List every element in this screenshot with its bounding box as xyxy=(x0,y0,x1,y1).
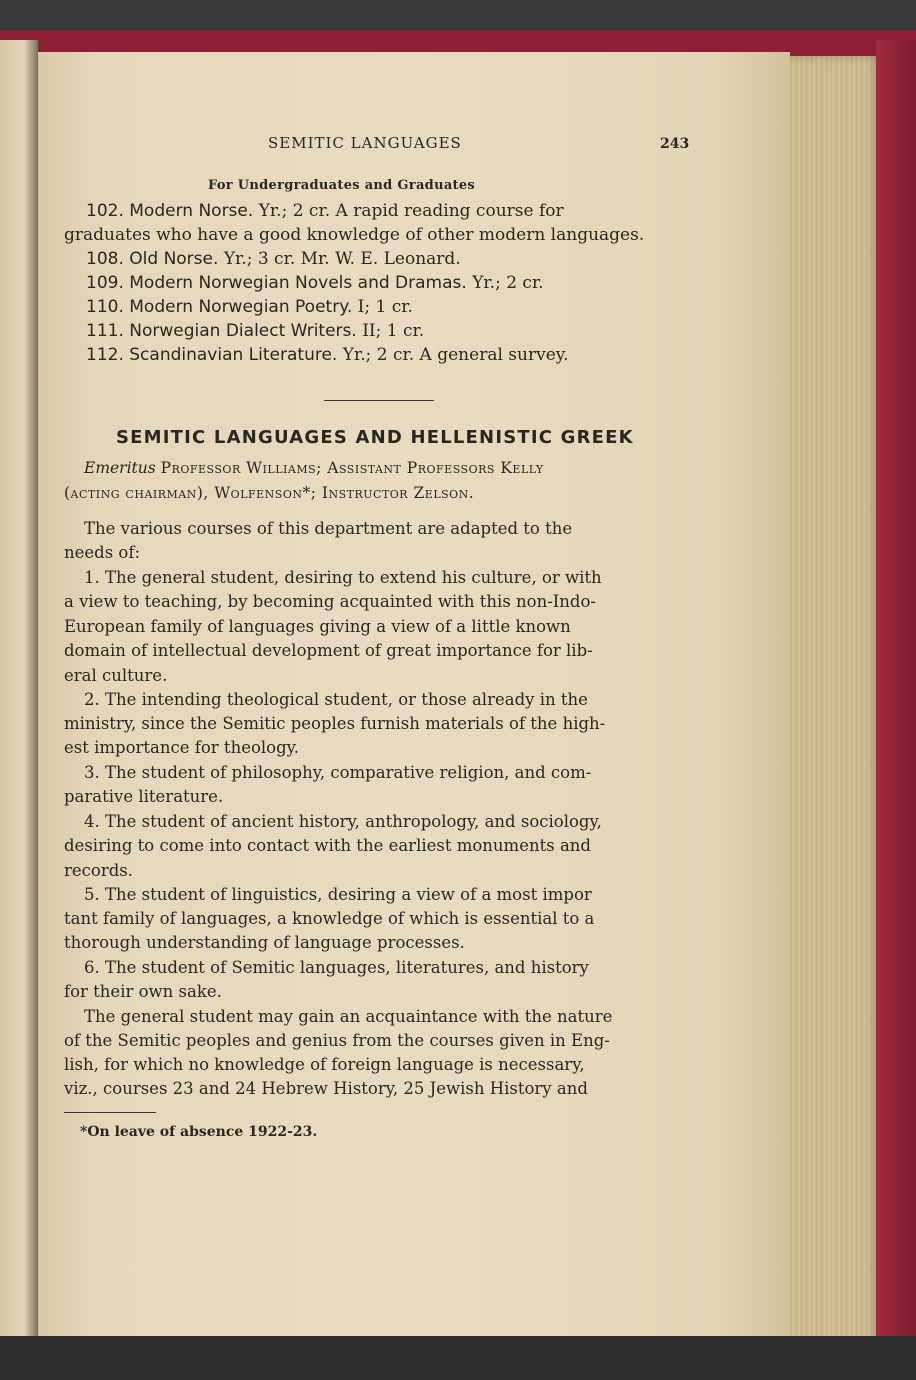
section-title: SEMITIC LANGUAGES AND HELLENISTIC GREEK xyxy=(116,427,634,448)
course-line: 102. Modern Norse. Yr.; 2 cr. A rapid reading course for xyxy=(86,201,564,221)
facing-page-edge xyxy=(0,40,40,1340)
course-line: 109. Modern Norwegian Novels and Dramas. Yr.; 2 cr. xyxy=(86,273,544,293)
body-line: The various courses of this department are adapted to the xyxy=(84,519,573,538)
course-title: Modern Norse. xyxy=(129,201,254,221)
body-line: 5. The student of linguistics, desiring a view of a most impor xyxy=(84,885,592,904)
course-title: Norwegian Dialect Writers. xyxy=(129,321,357,341)
faculty-line: Emeritus Professor Williams; Assistant Professors Kelly xyxy=(84,459,544,477)
page-block-edge xyxy=(788,56,880,1346)
footnote-rule xyxy=(64,1112,156,1113)
body-line: records. xyxy=(64,861,133,880)
body-line: lish, for which no knowledge of foreign language is necessary, xyxy=(64,1055,585,1074)
course-line: 110. Modern Norwegian Poetry. I; 1 cr. xyxy=(86,297,413,317)
body-line: 3. The student of philosophy, comparative religion, and com- xyxy=(84,763,592,782)
footnote: *On leave of absence 1922-23. xyxy=(80,1124,318,1140)
body-line: The general student may gain an acquaintance with the nature xyxy=(84,1007,613,1026)
body-line: viz., courses 23 and 24 Hebrew History, 25 Jewish History and xyxy=(64,1079,588,1098)
course-title: Old Norse. xyxy=(129,249,219,269)
body-line: 2. The intending theological student, or those already in the xyxy=(84,690,588,709)
body-line: of the Semitic peoples and genius from the courses given in Eng- xyxy=(64,1031,610,1050)
course-line: 112. Scandinavian Literature. Yr.; 2 cr. A general survey. xyxy=(86,345,569,365)
running-head-title: SEMITIC LANGUAGES xyxy=(268,134,462,152)
course-title: Modern Norwegian Novels and Dramas. xyxy=(129,273,467,293)
course-line: 108. Old Norse. Yr.; 3 cr. Mr. W. E. Leonard. xyxy=(86,249,461,269)
faculty-line: (acting chairman), Wolfenson*; Instructor Zelson. xyxy=(64,484,475,502)
body-line: est importance for theology. xyxy=(64,738,300,757)
body-line: 6. The student of Semitic languages, literatures, and history xyxy=(84,958,589,977)
course-title: Modern Norwegian Poetry. xyxy=(129,297,353,317)
body-line: desiring to come into contact with the earliest monuments and xyxy=(64,836,591,855)
section-subhead: For Undergraduates and Graduates xyxy=(208,178,476,193)
body-line: needs of: xyxy=(64,543,141,562)
course-line: 111. Norwegian Dialect Writers. II; 1 cr. xyxy=(86,321,425,341)
course-line: graduates who have a good knowledge of other modern languages. xyxy=(64,225,645,245)
body-line: tant family of languages, a knowledge of which is essential to a xyxy=(64,909,595,928)
body-line: 1. The general student, desiring to extend his culture, or with xyxy=(84,568,602,587)
body-line: for their own sake. xyxy=(64,982,222,1001)
body-line: eral culture. xyxy=(64,666,168,685)
background-surface xyxy=(0,1336,916,1380)
body-line: ministry, since the Semitic peoples furnish materials of the high- xyxy=(64,714,606,733)
body-line: 4. The student of ancient history, anthropology, and sociology, xyxy=(84,812,602,831)
body-line: parative literature. xyxy=(64,787,224,806)
page-number: 243 xyxy=(660,136,690,152)
body-line: domain of intellectual development of great importance for lib- xyxy=(64,641,593,660)
course-title: Scandinavian Literature. xyxy=(129,345,338,365)
body-line: a view to teaching, by becoming acquainted with this non-Indo- xyxy=(64,592,597,611)
section-divider xyxy=(324,400,434,401)
body-line: thorough understanding of language processes. xyxy=(64,933,465,952)
book-cover-edge xyxy=(876,40,916,1340)
body-line: European family of languages giving a view of a little known xyxy=(64,617,571,636)
